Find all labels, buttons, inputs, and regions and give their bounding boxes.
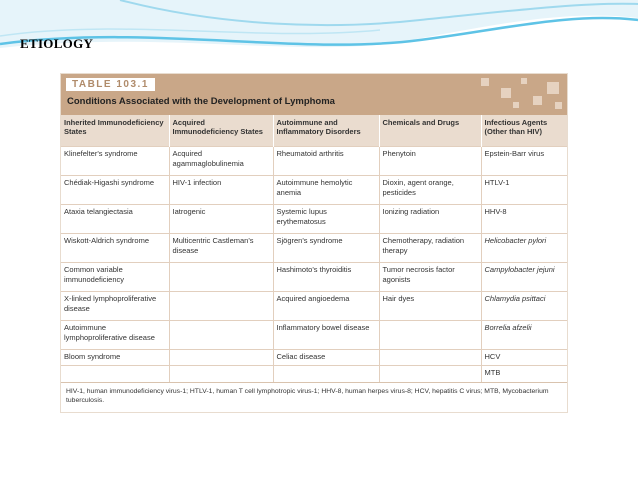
table-cell xyxy=(169,321,273,350)
decorative-square xyxy=(501,88,511,98)
table-cell: Chédiak-Higashi syndrome xyxy=(61,176,169,205)
table-row xyxy=(61,205,567,234)
table-cell: Helicobacter pylori xyxy=(481,234,567,263)
column-header: Acquired Immunodeficiency States xyxy=(169,115,273,147)
decorative-square xyxy=(533,96,542,105)
table-header-band xyxy=(61,74,567,115)
table-cell: Dioxin, agent orange, pesticides xyxy=(379,176,481,205)
table-cell: Acquired agammaglobulinemia xyxy=(169,147,273,176)
table-cell: Common variable immunodeficiency xyxy=(61,263,169,292)
table-cell: Rheumatoid arthritis xyxy=(273,147,379,176)
table-figure xyxy=(61,74,567,412)
table-cell: Tumor necrosis factor agonists xyxy=(379,263,481,292)
table-cell xyxy=(169,366,273,382)
decorative-square xyxy=(513,102,519,108)
table-cell xyxy=(379,350,481,366)
table-row xyxy=(61,234,567,263)
table-cell xyxy=(273,366,379,382)
table-cell: Hashimoto's thyroiditis xyxy=(273,263,379,292)
table-row xyxy=(61,350,567,366)
table-cell xyxy=(169,263,273,292)
table-cell: Autoimmune lymphoproliferative disease xyxy=(61,321,169,350)
table-cell xyxy=(169,292,273,321)
table-caption: Conditions Associated with the Development of Lymphoma xyxy=(67,96,335,107)
table-cell xyxy=(379,321,481,350)
table-cell: MTB xyxy=(481,366,567,382)
table-cell: Chlamydia psittaci xyxy=(481,292,567,321)
table-cell: Wiskott-Aldrich syndrome xyxy=(61,234,169,263)
conditions-table xyxy=(61,115,567,382)
table-cell: HHV-8 xyxy=(481,205,567,234)
table-cell: Systemic lupus erythematosus xyxy=(273,205,379,234)
table-cell: Borrelia afzelii xyxy=(481,321,567,350)
table-row xyxy=(61,263,567,292)
table-cell xyxy=(379,366,481,382)
decorative-square xyxy=(521,78,527,84)
table-row xyxy=(61,292,567,321)
table-cell: Epstein-Barr virus xyxy=(481,147,567,176)
table-row xyxy=(61,147,567,176)
table-cell: HCV xyxy=(481,350,567,366)
slide-title: ETIOLOGY xyxy=(20,36,94,51)
table-cell xyxy=(61,366,169,382)
table-cell: Klinefelter's syndrome xyxy=(61,147,169,176)
table-row xyxy=(61,366,567,382)
table-footnote: HIV-1, human immunodeficiency virus-1; HTLV-1, human T cell lymphotropic virus-1; HHV-8, human herpes virus-8; HCV, hepatitis C virus; MTB, Mycobacterium tuberculosis. xyxy=(61,382,567,405)
column-header: Infectious Agents (Other than HIV) xyxy=(481,115,567,147)
table-cell: Sjögren's syndrome xyxy=(273,234,379,263)
table-cell: Bloom syndrome xyxy=(61,350,169,366)
table-cell: Campylobacter jejuni xyxy=(481,263,567,292)
table-cell: Iatrogenic xyxy=(169,205,273,234)
table-cell: Phenytoin xyxy=(379,147,481,176)
table-cell: HTLV-1 xyxy=(481,176,567,205)
table-label: TABLE 103.1 xyxy=(66,78,155,91)
table-cell: Autoimmune hemolytic anemia xyxy=(273,176,379,205)
table-cell: Inflammatory bowel disease xyxy=(273,321,379,350)
decorative-square xyxy=(555,102,562,109)
table-cell: HIV-1 infection xyxy=(169,176,273,205)
table-cell: Hair dyes xyxy=(379,292,481,321)
column-header: Chemicals and Drugs xyxy=(379,115,481,147)
table-row xyxy=(61,176,567,205)
column-header: Autoimmune and Inflammatory Disorders xyxy=(273,115,379,147)
table-cell: Ataxia telangiectasia xyxy=(61,205,169,234)
table-cell: X-linked lymphoproliferative disease xyxy=(61,292,169,321)
table-cell: Multicentric Castleman's disease xyxy=(169,234,273,263)
table-cell xyxy=(169,350,273,366)
table-header-row xyxy=(61,115,567,147)
table-row xyxy=(61,321,567,350)
table-cell: Ionizing radiation xyxy=(379,205,481,234)
table-cell: Chemotherapy, radiation therapy xyxy=(379,234,481,263)
table-cell: Acquired angioedema xyxy=(273,292,379,321)
table-cell: Celiac disease xyxy=(273,350,379,366)
column-header: Inherited Immunodeficiency States xyxy=(61,115,169,147)
decorative-square xyxy=(547,82,559,94)
decorative-square xyxy=(481,78,489,86)
